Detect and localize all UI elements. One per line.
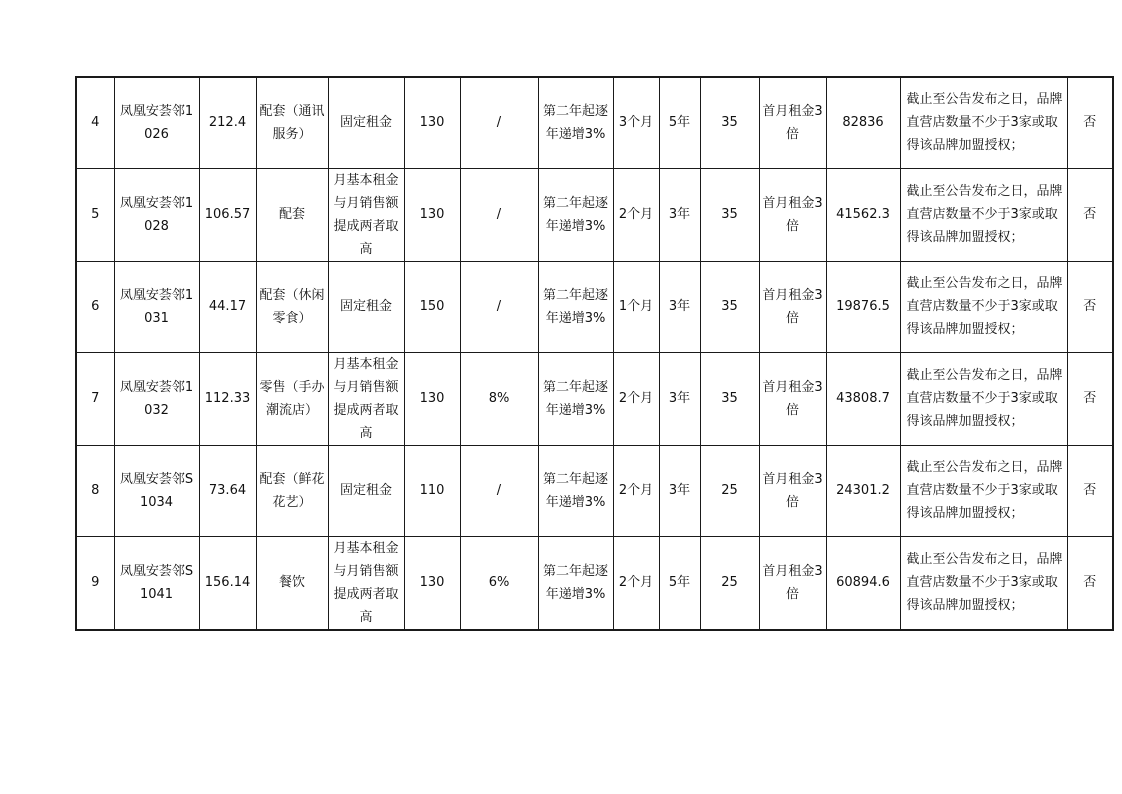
cell-rent: 130 [404, 536, 460, 630]
cell-rent: 150 [404, 261, 460, 352]
cell-no: 9 [76, 536, 114, 630]
cell-free-period: 3个月 [613, 77, 659, 168]
cell-rent-mode: 固定租金 [328, 445, 404, 536]
cell-unit: 凤凰安荟邻1031 [114, 261, 199, 352]
cell-rent: 110 [404, 445, 460, 536]
cell-no: 8 [76, 445, 114, 536]
cell-format: 零售（手办潮流店） [256, 352, 328, 445]
cell-flag: 否 [1067, 77, 1113, 168]
cell-share: / [460, 261, 538, 352]
cell-value: 35 [700, 352, 759, 445]
cell-amount: 24301.2 [826, 445, 900, 536]
cell-value: 35 [700, 77, 759, 168]
cell-area: 156.14 [199, 536, 256, 630]
cell-term: 3年 [659, 261, 700, 352]
cell-area: 73.64 [199, 445, 256, 536]
cell-deposit: 首月租金3倍 [759, 445, 826, 536]
table-row [76, 445, 1113, 536]
cell-term: 5年 [659, 77, 700, 168]
cell-format: 配套（鲜花花艺） [256, 445, 328, 536]
cell-value: 35 [700, 261, 759, 352]
cell-term: 5年 [659, 536, 700, 630]
cell-deposit: 首月租金3倍 [759, 352, 826, 445]
cell-no: 7 [76, 352, 114, 445]
cell-unit: 凤凰安荟邻1032 [114, 352, 199, 445]
cell-no: 4 [76, 77, 114, 168]
cell-increase: 第二年起逐年递增3% [538, 352, 613, 445]
table-row [76, 261, 1113, 352]
cell-requirement: 截止至公告发布之日，品牌直营店数量不少于3家或取得该品牌加盟授权； [900, 536, 1067, 630]
cell-free-period: 2个月 [613, 168, 659, 261]
cell-increase: 第二年起逐年递增3% [538, 168, 613, 261]
cell-area: 112.33 [199, 352, 256, 445]
cell-rent-mode: 固定租金 [328, 77, 404, 168]
table-row [76, 77, 1113, 168]
cell-format: 餐饮 [256, 536, 328, 630]
cell-term: 3年 [659, 445, 700, 536]
cell-deposit: 首月租金3倍 [759, 261, 826, 352]
cell-amount: 19876.5 [826, 261, 900, 352]
cell-rent: 130 [404, 352, 460, 445]
cell-free-period: 2个月 [613, 536, 659, 630]
cell-free-period: 2个月 [613, 445, 659, 536]
cell-value: 25 [700, 445, 759, 536]
table-row [76, 168, 1113, 261]
cell-rent-mode: 月基本租金与月销售额提成两者取高 [328, 352, 404, 445]
cell-flag: 否 [1067, 445, 1113, 536]
table-row [76, 352, 1113, 445]
cell-flag: 否 [1067, 536, 1113, 630]
cell-free-period: 2个月 [613, 352, 659, 445]
cell-share: / [460, 445, 538, 536]
cell-rent-mode: 月基本租金与月销售额提成两者取高 [328, 536, 404, 630]
cell-unit: 凤凰安荟邻S1034 [114, 445, 199, 536]
cell-value: 35 [700, 168, 759, 261]
cell-share: 6% [460, 536, 538, 630]
cell-flag: 否 [1067, 261, 1113, 352]
cell-share: / [460, 168, 538, 261]
cell-term: 3年 [659, 352, 700, 445]
cell-format: 配套 [256, 168, 328, 261]
cell-flag: 否 [1067, 352, 1113, 445]
cell-term: 3年 [659, 168, 700, 261]
cell-amount: 60894.6 [826, 536, 900, 630]
cell-format: 配套（通讯服务） [256, 77, 328, 168]
cell-rent-mode: 固定租金 [328, 261, 404, 352]
cell-area: 212.4 [199, 77, 256, 168]
cell-unit: 凤凰安荟邻S1041 [114, 536, 199, 630]
cell-increase: 第二年起逐年递增3% [538, 77, 613, 168]
cell-increase: 第二年起逐年递增3% [538, 536, 613, 630]
cell-area: 106.57 [199, 168, 256, 261]
cell-increase: 第二年起逐年递增3% [538, 445, 613, 536]
table-body [76, 77, 1113, 630]
cell-share: / [460, 77, 538, 168]
cell-format: 配套（休闲零食） [256, 261, 328, 352]
cell-flag: 否 [1067, 168, 1113, 261]
cell-requirement: 截止至公告发布之日，品牌直营店数量不少于3家或取得该品牌加盟授权； [900, 445, 1067, 536]
cell-deposit: 首月租金3倍 [759, 168, 826, 261]
cell-free-period: 1个月 [613, 261, 659, 352]
cell-deposit: 首月租金3倍 [759, 77, 826, 168]
cell-amount: 82836 [826, 77, 900, 168]
cell-amount: 41562.3 [826, 168, 900, 261]
cell-rent: 130 [404, 77, 460, 168]
cell-requirement: 截止至公告发布之日，品牌直营店数量不少于3家或取得该品牌加盟授权； [900, 77, 1067, 168]
cell-rent-mode: 月基本租金与月销售额提成两者取高 [328, 168, 404, 261]
cell-unit: 凤凰安荟邻1026 [114, 77, 199, 168]
cell-unit: 凤凰安荟邻1028 [114, 168, 199, 261]
table-row [76, 536, 1113, 630]
cell-value: 25 [700, 536, 759, 630]
cell-amount: 43808.7 [826, 352, 900, 445]
cell-requirement: 截止至公告发布之日，品牌直营店数量不少于3家或取得该品牌加盟授权； [900, 168, 1067, 261]
cell-share: 8% [460, 352, 538, 445]
cell-no: 6 [76, 261, 114, 352]
cell-increase: 第二年起逐年递增3% [538, 261, 613, 352]
cell-requirement: 截止至公告发布之日，品牌直营店数量不少于3家或取得该品牌加盟授权； [900, 352, 1067, 445]
cell-area: 44.17 [199, 261, 256, 352]
cell-rent: 130 [404, 168, 460, 261]
cell-requirement: 截止至公告发布之日，品牌直营店数量不少于3家或取得该品牌加盟授权； [900, 261, 1067, 352]
cell-no: 5 [76, 168, 114, 261]
cell-deposit: 首月租金3倍 [759, 536, 826, 630]
leasing-table [75, 76, 1114, 631]
